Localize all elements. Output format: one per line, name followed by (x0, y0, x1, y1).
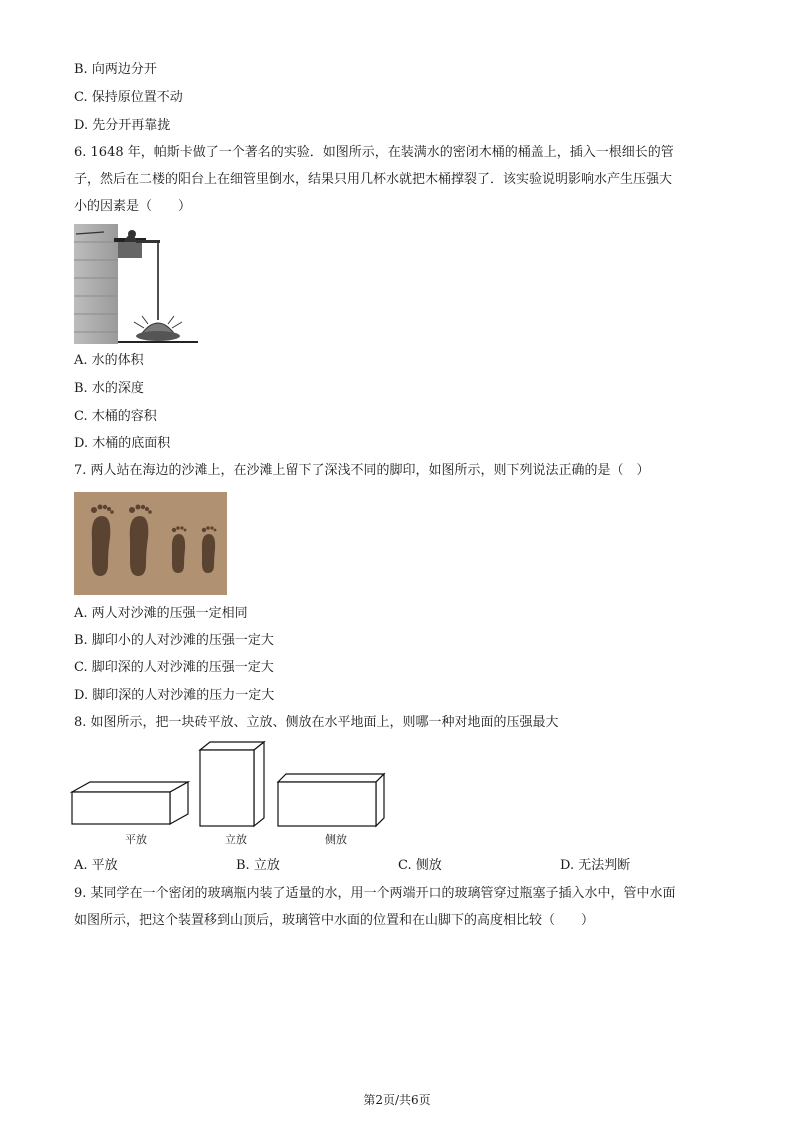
q7-option-a: A. 两人对沙滩的压强一定相同 (74, 606, 248, 621)
footprints-figure (74, 492, 227, 595)
q7-option-c: C. 脚印深的人对沙滩的压强一定大 (74, 660, 274, 675)
q6-option-c: C. 木桶的容积 (74, 409, 157, 424)
q8-option-c: C. 侧放 (398, 858, 442, 873)
q6-option-d: D. 木桶的底面积 (74, 436, 171, 451)
brick-caption-flat: 平放 (125, 833, 147, 846)
q7-option-b: B. 脚印小的人对沙滩的压强一定大 (74, 633, 274, 648)
q6-stem-line1: 6. 1648 年，帕斯卡做了一个著名的实验．如图所示，在装满水的密闭木桶的桶盖上，插入一根细长的管 (74, 145, 674, 160)
q7-stem: 7. 两人站在海边的沙滩上，在沙滩上留下了深浅不同的脚印，如图所示，则下列说法正确的是（ ） (74, 463, 650, 478)
q5-option-d: D. 先分开再靠拢 (74, 118, 171, 133)
q8-option-b: B. 立放 (236, 858, 280, 873)
q9-stem-line1: 9. 某同学在一个密闭的玻璃瓶内装了适量的水，用一个两端开口的玻璃管穿过瓶塞子插入水中，管中水面 (74, 886, 676, 901)
q8-stem: 8. 如图所示，把一块砖平放、立放、侧放在水平地面上，则哪一种对地面的压强最大 (74, 715, 559, 730)
q6-option-b: B. 水的深度 (74, 381, 144, 396)
q8-option-a: A. 平放 (74, 858, 118, 873)
q6-option-a: A. 水的体积 (74, 353, 144, 368)
q6-stem-line3: 小的因素是（ ） (74, 199, 192, 214)
q6-stem-line2: 子，然后在二楼的阳台上在细管里倒水，结果只用几杯水就把木桶撑裂了．该实验说明影响水产生压强大 (74, 172, 673, 187)
page-footer: 第2页/共6页 (363, 1093, 431, 1107)
q7-option-d: D. 脚印深的人对沙滩的压力一定大 (74, 688, 275, 703)
pascal-barrel-figure (74, 224, 198, 346)
brick-caption-side: 侧放 (325, 833, 347, 846)
brick-caption-upright: 立放 (225, 833, 247, 846)
q8-option-d: D. 无法判断 (560, 858, 631, 873)
bricks-figure (70, 740, 390, 830)
q5-option-b: B. 向两边分开 (74, 62, 157, 77)
q5-option-c: C. 保持原位置不动 (74, 90, 183, 105)
q9-stem-line2: 如图所示，把这个装置移到山顶后，玻璃管中水面的位置和在山脚下的高度相比较（ ） (74, 913, 595, 928)
